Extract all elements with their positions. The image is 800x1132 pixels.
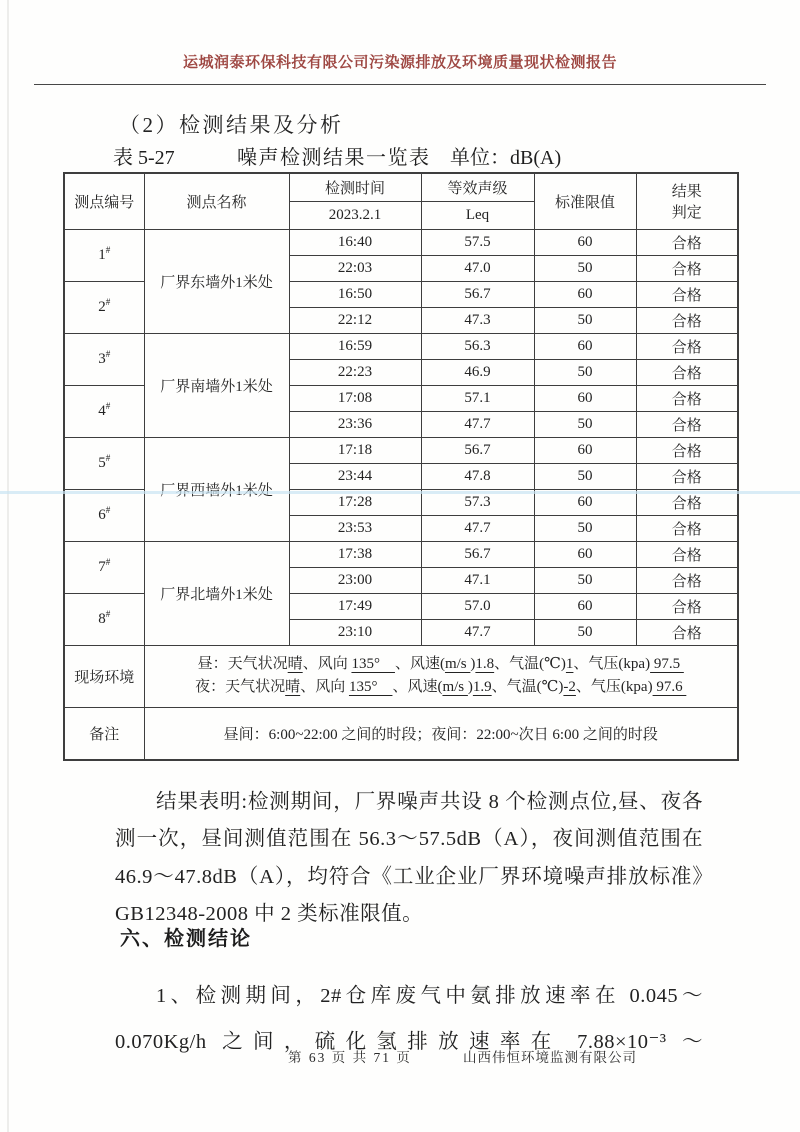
measurement-row: [64, 333, 738, 359]
result-status: 合格: [636, 463, 738, 489]
table-header: [64, 173, 738, 229]
leq-value: 47.3: [421, 307, 534, 333]
result-status: 合格: [636, 567, 738, 593]
env-text: ): [467, 679, 473, 695]
env-value: 1: [565, 656, 574, 672]
measure-time: 23:36: [289, 411, 421, 437]
point-id: 6#: [64, 489, 144, 541]
limit-value: 50: [534, 515, 636, 541]
env-text: ): [470, 656, 476, 672]
env-value: 1.8: [475, 656, 495, 672]
conclusion-paragraph: 1、检测期间，2#仓库废气中氨排放速率在 0.045～0.070Kg/h 之间，硫化氢排放速率在 7.88×10⁻³ ～: [115, 984, 703, 1053]
result-paragraph: 结果表明:检测期间，厂界噪声共设 8 个检测点位,昼、夜各测一次，昼间测值范围在 56.3～57.5dB（A），夜间测值范围在 46.9～47.8dB（A），均符合《工业企业厂界环境噪声排放标准》GB12348-2008 中 2 类标准限值。: [115, 790, 703, 925]
point-id-mark: #: [105, 556, 111, 567]
leq-value: 47.7: [421, 515, 534, 541]
result-status: 合格: [636, 437, 738, 463]
conclusion-heading: 六、检测结论: [120, 928, 252, 950]
measure-time: 16:40: [289, 229, 421, 255]
result-status: 合格: [636, 333, 738, 359]
measure-time: 23:44: [289, 463, 421, 489]
report-header: 运城润泰环保科技有限公司污染源排放及环境质量现状检测报告: [182, 55, 617, 71]
page-number: 第 63 页 共 71 页: [288, 1050, 412, 1065]
measure-time: 23:53: [289, 515, 421, 541]
measure-time: 17:49: [289, 593, 421, 619]
limit-value: 60: [534, 593, 636, 619]
measurement-row: [64, 437, 738, 463]
site-env-day: [145, 653, 738, 676]
header-row-1: [64, 173, 738, 201]
scan-blue-line-artifact: [0, 491, 800, 494]
result-status: 合格: [636, 619, 738, 645]
env-text: 夜：天气状况: [195, 679, 286, 695]
result-status: 合格: [636, 489, 738, 515]
env-value: 135°: [351, 656, 395, 672]
limit-value: 60: [534, 229, 636, 255]
point-location: 厂界北墙外1米处: [144, 541, 289, 645]
point-id-mark: #: [105, 400, 111, 411]
measure-time: 17:28: [289, 489, 421, 515]
point-location: [144, 437, 289, 541]
env-text: 昼：天气状况: [197, 656, 288, 672]
result-status: 合格: [636, 515, 738, 541]
leq-value: 57.5: [421, 229, 534, 255]
point-id: 2#: [64, 281, 144, 333]
noise-table-footer: [64, 645, 738, 760]
limit-value: 60: [534, 281, 636, 307]
site-env-row: [64, 645, 738, 707]
point-id-mark: #: [105, 296, 111, 307]
measure-time: 16:59: [289, 333, 421, 359]
leq-value: 56.3: [421, 333, 534, 359]
leq-value: 47.1: [421, 567, 534, 593]
col-header-point-name: 测点名称: [144, 173, 289, 229]
leq-value: 57.1: [421, 385, 534, 411]
leq-value: 47.8: [421, 463, 534, 489]
point-id: 7#: [64, 541, 144, 593]
remark-label: 备注: [64, 707, 144, 760]
env-text: 、风速(: [394, 656, 445, 672]
leq-value: 57.0: [421, 593, 534, 619]
col-header-result-line2: 判定: [671, 205, 702, 222]
leq-value: 57.3: [421, 489, 534, 515]
result-status: 合格: [636, 255, 738, 281]
point-id-mark: #: [105, 452, 111, 463]
env-text: 、气压(kpa): [575, 679, 653, 695]
env-text: 、气温(℃): [494, 656, 566, 672]
env-value: m/s: [444, 656, 471, 672]
col-header-leq-sub: Leq: [421, 201, 534, 229]
table-title: 噪声检测结果一览表: [237, 147, 431, 169]
result-status: 合格: [636, 385, 738, 411]
point-id: 1#: [64, 229, 144, 281]
point-location: 厂界东墙外1米处: [144, 229, 289, 333]
limit-value: 50: [534, 411, 636, 437]
limit-value: 60: [534, 541, 636, 567]
env-value: 97.6: [652, 679, 687, 695]
site-env-cell: [144, 645, 738, 707]
env-text: 、气温(℃): [491, 679, 564, 695]
point-id-mark: #: [105, 244, 111, 255]
noise-results-table: [63, 172, 739, 761]
env-text: 、风向: [300, 679, 349, 695]
limit-value: 50: [534, 307, 636, 333]
measure-time: 17:08: [289, 385, 421, 411]
measure-time: 22:03: [289, 255, 421, 281]
env-value: 97.5: [650, 656, 684, 672]
table-number-label: 表 5-27: [113, 147, 175, 169]
measurement-row: [64, 229, 738, 255]
limit-value: 50: [534, 619, 636, 645]
col-header-leq: 等效声级: [421, 173, 534, 201]
footer-company: 山西伟恒环境监测有限公司: [463, 1050, 637, 1065]
measure-time: 23:10: [289, 619, 421, 645]
site-env-label: 现场环境: [64, 645, 144, 707]
result-status: 合格: [636, 307, 738, 333]
measure-time: 23:00: [289, 567, 421, 593]
env-value: 晴: [285, 679, 301, 695]
leq-value: 47.7: [421, 619, 534, 645]
measure-time: 22:12: [289, 307, 421, 333]
point-id-mark: #: [105, 504, 111, 515]
result-status: 合格: [636, 359, 738, 385]
site-env-night: [145, 676, 738, 699]
env-text: 、风向: [302, 656, 352, 672]
result-status: 合格: [636, 593, 738, 619]
leq-value: 56.7: [421, 281, 534, 307]
leq-value: 47.7: [421, 411, 534, 437]
col-header-limit: 标准限值: [534, 173, 636, 229]
limit-value: 50: [534, 359, 636, 385]
point-id: 3#: [64, 333, 144, 385]
env-value: 135°: [348, 679, 393, 695]
remark-text: 昼间：6:00~22:00 之间的时段；夜间：22:00~次日 6:00 之间的时段: [144, 707, 738, 760]
noise-table-body: [64, 229, 738, 645]
env-value: 1.9: [472, 679, 492, 695]
col-header-point-id: 测点编号: [64, 173, 144, 229]
col-header-result-line1: 结果: [671, 184, 702, 201]
result-status: 合格: [636, 411, 738, 437]
limit-value: 50: [534, 463, 636, 489]
leq-value: 56.7: [421, 437, 534, 463]
unit-label: 单位：dB(A): [450, 147, 562, 169]
measure-time: 16:50: [289, 281, 421, 307]
point-location: 厂界南墙外1米处: [144, 333, 289, 437]
point-id: 5#: [64, 437, 144, 489]
limit-value: 50: [534, 567, 636, 593]
env-value: -2: [563, 679, 576, 695]
measure-time: 17:18: [289, 437, 421, 463]
limit-value: 60: [534, 489, 636, 515]
env-text: 、气压(kpa): [573, 656, 651, 672]
env-value: m/s: [442, 679, 468, 695]
leq-value: 46.9: [421, 359, 534, 385]
section-title: （2）检测结果及分析: [119, 113, 344, 137]
env-text: 、风速(: [392, 679, 443, 695]
limit-value: 60: [534, 333, 636, 359]
header-divider: [34, 84, 766, 85]
col-header-date: 2023.2.1: [289, 201, 421, 229]
measurement-row: [64, 541, 738, 567]
point-id: 8#: [64, 593, 144, 645]
remark-row: [64, 707, 738, 760]
leq-value: 47.0: [421, 255, 534, 281]
col-header-result: [636, 173, 738, 229]
limit-value: 60: [534, 385, 636, 411]
col-header-time: 检测时间: [289, 173, 421, 201]
point-id: 4#: [64, 385, 144, 437]
limit-value: 60: [534, 437, 636, 463]
result-status: 合格: [636, 281, 738, 307]
leq-value: 56.7: [421, 541, 534, 567]
env-value: 晴: [287, 656, 303, 672]
point-id-mark: #: [105, 608, 111, 619]
scan-edge-artifact: [7, 0, 9, 1132]
result-status: 合格: [636, 541, 738, 567]
point-id-mark: #: [105, 348, 111, 359]
measure-time: 17:38: [289, 541, 421, 567]
limit-value: 50: [534, 255, 636, 281]
result-status: 合格: [636, 229, 738, 255]
measure-time: 22:23: [289, 359, 421, 385]
